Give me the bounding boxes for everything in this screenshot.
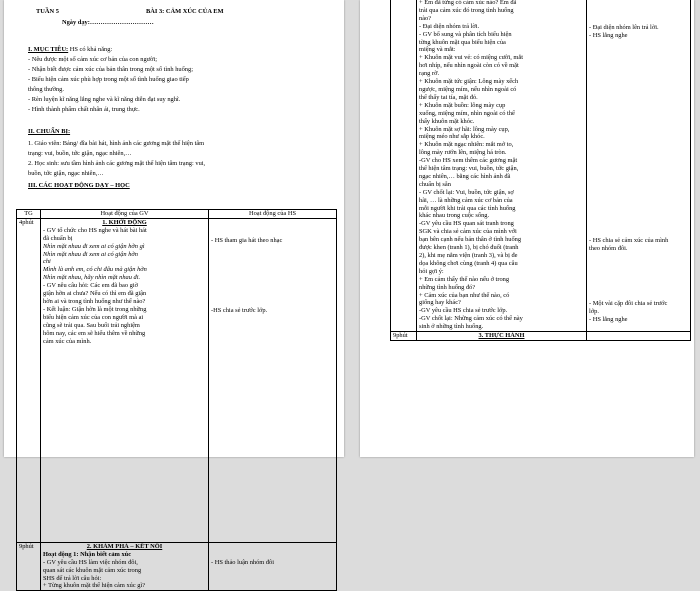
bottom-hs-cell <box>587 332 691 341</box>
gv-line: trải qua cảm xúc đó trong tình huống <box>419 6 514 14</box>
gv-line: lông mày rướn lên, miệng há tròn. <box>419 149 507 157</box>
gv-line: hơi nhíp, nếu nhìn ngoài còn có về mặt <box>419 62 519 70</box>
table-row <box>17 218 337 542</box>
cont-gv-cell <box>417 0 587 332</box>
row2-hs-cell <box>209 542 337 590</box>
gv-line: - GV tổ chức cho HS nghe và hát bài hát <box>43 226 147 234</box>
gv-line: đã chuẩn bị <box>43 234 73 242</box>
gv-line: sinh ở những tình huống. <box>419 323 484 331</box>
gv-line: Mình là anh em, có chi đâu mà giận hờn <box>43 266 147 274</box>
objectives-heading <box>28 46 112 54</box>
section-title: 1. KHỞI ĐỘNG <box>102 218 147 226</box>
prep-line: buồn, tức giận, ngạc nhiên,… <box>28 170 104 177</box>
gv-line: 2), khi mẹ nằm viện (tranh 3), và bị đe <box>419 252 518 259</box>
prep-line: trạng: vui, buồn, tức giận, ngạc nhiên,… <box>28 150 132 157</box>
objective-item: thông thường. <box>28 86 64 93</box>
gv-line: giống hay khác? <box>419 299 461 307</box>
activities-heading: III. CÁC HOẠT ĐỘNG DẠY – HỌC <box>28 182 130 189</box>
objective-item: - Hình thành phẩm chất nhân ái, trung thực. <box>28 106 140 113</box>
gv-line: quan sát các khuôn mặt cảm xúc trong <box>43 566 142 574</box>
bottom-time: 9phút <box>391 332 417 341</box>
row1-hs-cell <box>209 218 337 542</box>
gv-line: giận hờn ai chưa? Nếu có thì em đã giận <box>43 290 147 298</box>
gv-line: + Khuôn mặt ngạc nhiên: mắt mở to, <box>419 141 514 149</box>
gv-line: chi <box>43 258 51 266</box>
gv-line: + Khuôn mặt buồn: lông mày cụp <box>419 101 506 109</box>
gv-line: thể thấy tai tía, mặt đỏ. <box>419 93 478 101</box>
gv-line: thể hiện tâm trạng: vui, buồn, tức giận, <box>419 165 519 173</box>
gv-line: cảm xúc của mình. <box>43 337 92 345</box>
lesson-title: BÀI 3: CẢM XÚC CỦA EM <box>146 8 224 15</box>
gv-line: hôm nay, các em sẽ hiểu thêm về những <box>43 329 146 337</box>
table-header-row <box>17 210 337 219</box>
gv-line: Hoạt động 1: Nhận biết cảm xúc <box>43 550 132 558</box>
objectives-title: I. MỤC TIÊU: <box>28 46 69 53</box>
gv-line: hãi, … là những cảm xúc cơ bản của <box>419 196 513 204</box>
gv-line: -GV cho HS xem thêm các gương mặt <box>419 157 518 165</box>
header-gv: Hoạt động của GV <box>41 210 209 219</box>
gv-line: xuống, miệng mím, nhìn ngoài có thể <box>419 109 515 117</box>
gv-line: thấy khuôn mặt khóc. <box>419 117 475 125</box>
cont-time-cell <box>391 0 417 332</box>
date-line: Ngày dạy:………………………… <box>62 19 154 26</box>
gv-line: cũng sẽ trải qua. Sau buổi trải nghiệm <box>43 321 140 329</box>
gv-line: dọa không chơi cùng (tranh 4) qua câu <box>419 259 518 267</box>
document-page-right <box>360 0 694 457</box>
row1-time: 4phút <box>17 218 41 542</box>
gv-line: + Cảm xúc của bạn như thế nào, có <box>419 291 510 299</box>
hs-line: theo nhóm đôi. <box>589 244 628 252</box>
gv-line: bạn bên cạnh nếu bản thân ở tình huống <box>419 236 522 244</box>
table-row <box>391 332 691 341</box>
row1-hs-b: -HS chia sẻ trước lớp. <box>211 306 268 314</box>
gv-line: + Từng khuôn mặt thể hiện cảm xúc gì? <box>43 582 146 590</box>
gv-line: + Khuôn mặt vui vẻ: có miệng cười, mắt <box>419 54 523 62</box>
gv-line: -GV chốt lại: Những cảm xúc có thể này <box>419 315 523 323</box>
gv-line: miệng và mắt: <box>419 46 456 54</box>
row2-gv-cell <box>41 542 209 590</box>
gv-line: + Em đã từng có cảm xúc nào? Em đã <box>419 0 517 6</box>
gv-line: SHS để trả lời câu hỏi: <box>43 574 102 582</box>
objective-item: - Nêu được một số cảm xúc cơ bản của con người; <box>28 56 158 63</box>
gv-line: chuẩn bị sẵn <box>419 180 451 188</box>
gv-line: Nhìn mặt nhau đi xem ai có giận hờn <box>43 250 139 258</box>
prep-heading: II. CHUẨN BỊ: <box>28 128 71 135</box>
gv-line: biểu hiện cảm xúc của con người mà ai <box>43 313 144 321</box>
gv-line: - GV chốt lại: Vui, buồn, tức giận, sợ <box>419 188 514 196</box>
gv-line: - GV nêu câu hỏi: Các em đã bao giờ <box>43 282 139 290</box>
row2-time: 9phút <box>17 542 41 590</box>
cont-hs-cell <box>587 0 691 332</box>
gv-line: hỏi gợi ý: <box>419 267 444 275</box>
gv-line: + Khuôn mặt tức giận: Lông mày xếch <box>419 78 519 86</box>
header-hs: Hoạt động của HS <box>209 210 337 219</box>
objectives-intro: HS có khả năng: <box>68 46 113 53</box>
gv-line: được khen (tranh 1), bị chó đuổi (tranh <box>419 244 519 252</box>
gv-line: + Khuôn mặt sợ hãi: lông mày cụp, <box>419 125 510 133</box>
objective-item: - Biểu hiện cảm xúc phù hợp trong một số tình huống giao tiếp <box>28 76 189 83</box>
gv-line: ngạc nhiên,… bằng các hình ảnh đã <box>419 172 511 180</box>
gv-line: hờn ai và trong tình huống như thế nào? <box>43 297 146 305</box>
gv-line: miệng méo như sắp khóc. <box>419 133 485 141</box>
gv-line: nào? <box>419 14 432 22</box>
header-time: TG <box>17 210 41 219</box>
gv-line: SGK và chia sẻ cảm xúc của mình với <box>419 228 517 236</box>
gv-line: ngược, miệng mím, nếu nhìn ngoài có <box>419 85 517 93</box>
gv-line: Nhìn mặt nhau, hãy nhìn mặt nhau đi. <box>43 274 141 282</box>
row2-hs: - HS thảo luận nhóm đôi <box>211 558 275 566</box>
gv-line: rạng rỡ. <box>419 70 440 78</box>
activities-table-continued <box>390 0 691 341</box>
prep-line: 1. Giáo viên: Bảng/ đĩa bài hát, hình ảnh các gương mặt thể hiện tâm <box>28 140 205 147</box>
gv-line: - Kết luận: Giận hờn là một trong những <box>43 305 147 313</box>
hs-line: - Đại diện nhóm lên trả lời. <box>589 23 659 31</box>
gv-line: Nhìn mặt nhau đi xem ai có giận hờn gì <box>43 242 145 250</box>
gv-line: những tình huống đó? <box>419 283 476 291</box>
objective-item: - Rèn luyện kĩ năng lắng nghe và kĩ năng diễn đạt suy nghĩ. <box>28 96 181 103</box>
prep-line: 2. Học sinh: sưu tầm hình ảnh các gương mặt thể hiện tâm trạng: vui, <box>28 160 206 167</box>
section-title: 2. KHÁM PHÁ – KẾT NỐI <box>86 542 163 550</box>
objective-item: - Nhận biết được cảm xúc của bản thân trong một số tình huống; <box>28 66 193 73</box>
hs-line: - HS lắng nghe <box>589 316 628 323</box>
gv-line: - GV yêu cầu HS làm việc nhóm đôi, <box>43 558 138 566</box>
gv-line: + Em cảm thấy thế nào nếu ở trong <box>419 275 510 283</box>
activities-table <box>16 209 337 591</box>
gv-line: - Đại diện nhóm trả lời. <box>419 22 480 30</box>
row1-gv-cell <box>41 218 209 542</box>
gv-line: - GV bổ sung và phân tích biểu hiện <box>419 30 512 38</box>
table-row <box>391 0 691 332</box>
hs-line: lớp. <box>589 308 599 316</box>
hs-line: - HS lắng nghe <box>589 31 628 39</box>
gv-line: -GV yêu cầu HS quan sát tranh trong <box>419 220 514 228</box>
table-row <box>17 542 337 590</box>
practice-heading: 3. THỰC HÀNH <box>417 332 587 341</box>
gv-line: mỗi người khi trải qua các tình huống <box>419 204 516 212</box>
week-label: TUẦN 5 <box>36 8 59 15</box>
gv-line: -GV yêu cầu HS chia sẻ trước lớp. <box>419 307 508 315</box>
gv-line: khác nhau trong cuộc sống. <box>419 212 490 220</box>
hs-line: - HS chia sẻ cảm xúc của mình <box>589 237 669 244</box>
hs-line: - Một vài cặp đôi chia sẻ trước <box>589 300 668 308</box>
document-page-left <box>4 0 344 590</box>
row1-hs-a: - HS tham gia hát theo nhạc <box>211 236 283 244</box>
gv-line: từng khuôn mặt qua biểu hiện của <box>419 38 506 46</box>
